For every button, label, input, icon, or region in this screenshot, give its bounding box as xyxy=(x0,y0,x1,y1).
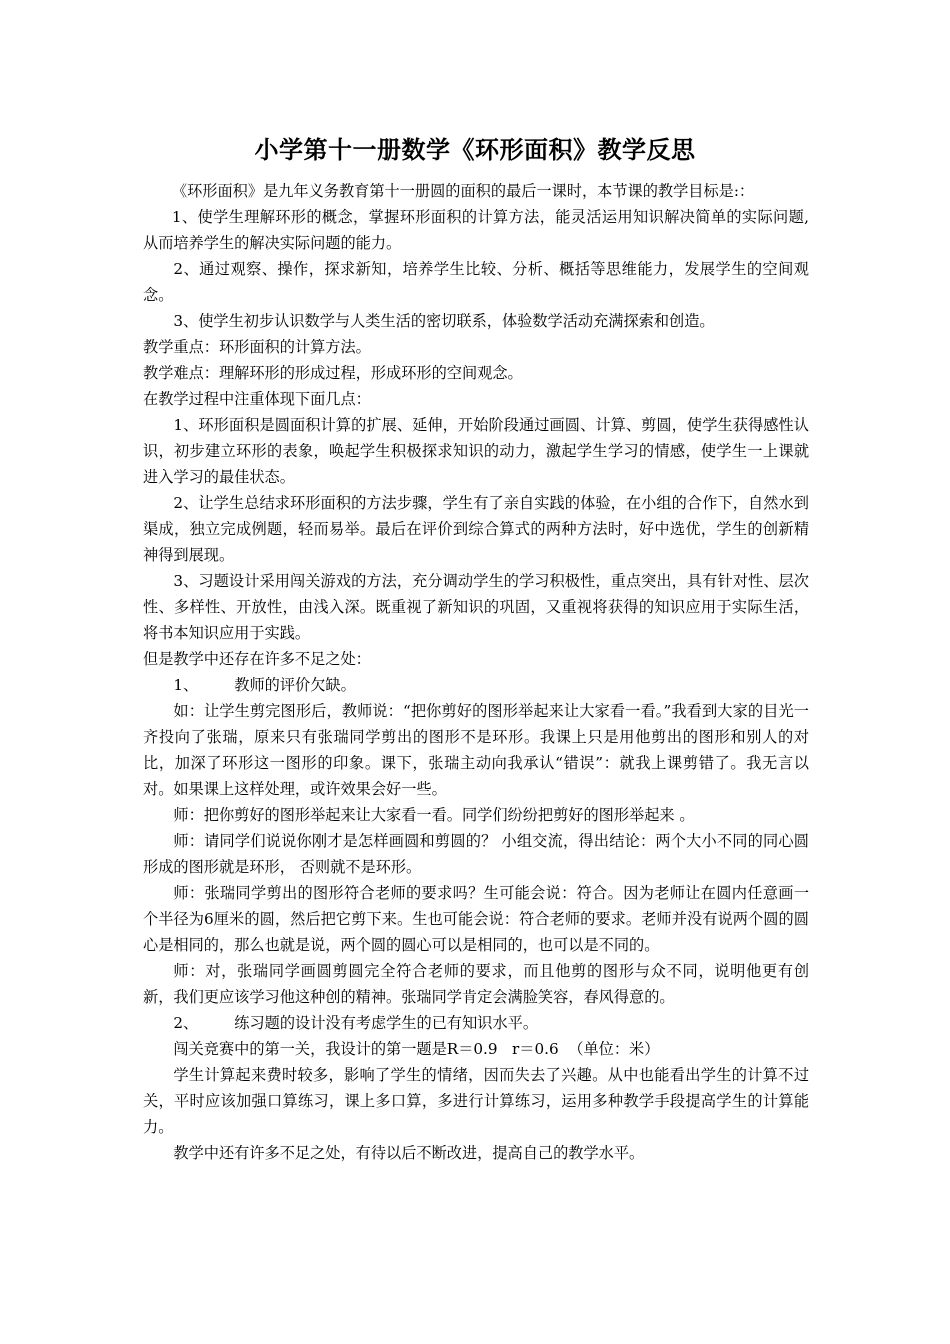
issue-1-number: 1、 xyxy=(173,676,199,694)
process-intro-line: 在教学过程中注重体现下面几点： xyxy=(143,390,371,408)
difficulty-line: 教学难点：理解环形的形成过程，形成环形的空间观念。 xyxy=(143,364,523,382)
analysis-paragraph: 学生计算起来费时较多，影响了学生的情绪，因而失去了兴趣。从中也能看出学生的计算不过关，平时应该加强口算练习，课上多口算，多进行计算练习，运用多种教学手段提高学生的计算能力。 xyxy=(143,1066,809,1136)
document-title: 小学第十一册数学《环形面积》教学反思 xyxy=(254,135,696,164)
dialog-1-paragraph: 师：把你剪好的图形举起来让大家看一看。同学们纷纷把剪好的图形举起来 。 xyxy=(173,806,695,824)
issue-1-heading xyxy=(143,672,809,698)
point-2-paragraph: 2、让学生总结求环形面积的方法步骤，学生有了亲自实践的体验，在小组的合作下，自然水到渠成，独立完成例题，轻而易举。最后在评价到综合算式的两种方法时，好中选优，学生的创新精神得到展现。 xyxy=(143,494,809,564)
goal-2-paragraph: 2、通过观察、操作，探求新知，培养学生比较、分析、概括等思维能力，发展学生的空间观念。 xyxy=(143,260,809,304)
issue-1-text: 教师的评价欠缺。 xyxy=(234,676,356,694)
document-body xyxy=(143,178,809,1166)
shortcomings-intro-line: 但是教学中还存在许多不足之处： xyxy=(143,650,371,668)
key-point-line: 教学重点：环形面积的计算方法。 xyxy=(143,338,371,356)
issue-2-heading xyxy=(143,1010,809,1036)
issue-2-text: 练习题的设计没有考虑学生的已有知识水平。 xyxy=(234,1014,538,1032)
conclusion-paragraph: 教学中还有许多不足之处，有待以后不断改进，提高自己的教学水平。 xyxy=(173,1144,645,1162)
point-3-paragraph: 3、习题设计采用闯关游戏的方法，充分调动学生的学习积极性，重点突出，具有针对性、层次性、多样性、开放性，由浅入深。既重视了新知识的巩固，又重视将获得的知识应用于实际生活，将书本知识应用于实践。 xyxy=(143,572,809,642)
contest-paragraph: 闯关竞赛中的第一关，我设计的第一题是R＝0.9 r＝0.6 （单位：米） xyxy=(173,1040,660,1058)
intro-paragraph: 《环形面积》是九年义务教育第十一册圆的面积的最后一课时，本节课的教学目标是:： xyxy=(171,182,755,200)
dialog-4-paragraph: 师：对，张瑞同学画圆剪圆完全符合老师的要求，而且他剪的图形与众不同，说明他更有创新，我们更应该学习他这种创的精神。张瑞同学肯定会满脸笑容，春风得意的。 xyxy=(143,962,809,1006)
goal-1-paragraph: 1、使学生理解环形的概念，掌握环形面积的计算方法，能灵活运用知识解决简单的实际问题,从而培养学生的解决实际问题的能力。 xyxy=(143,208,809,252)
dialog-3-paragraph: 师：张瑞同学剪出的图形符合老师的要求吗？生可能会说：符合。因为老师让在圆内任意画一个半径为6厘米的圆，然后把它剪下来。生也可能会说：符合老师的要求。老师并没有说两个圆的圆心是相同的，那么也就是说，两个圆的圆心可以是相同的，也可以是不同的。 xyxy=(143,884,809,954)
example-paragraph: 如：让学生剪完图形后，教师说：“把你剪好的图形举起来让大家看一看。”我看到大家的目光一齐投向了张瑞，原来只有张瑞同学剪出的图形不是环形。我课上只是用他剪出的图形和别人的对比，加深了环形这一图形的印象。课下，张瑞主动向我承认“错误”：就我上课剪错了。我无言以对。如果课上这样处理，或许效果会好一些。 xyxy=(143,702,809,798)
goal-3-paragraph: 3、使学生初步认识数学与人类生活的密切联系，体验数学活动充满探索和创造。 xyxy=(173,312,715,330)
point-1-paragraph: 1、环形面积是圆面积计算的扩展、延伸，开始阶段通过画圆、计算、剪圆，使学生获得感性认识，初步建立环形的表象，唤起学生积极探求知识的动力，激起学生学习的情感，使学生一上课就进入学习的最佳状态。 xyxy=(143,416,809,486)
dialog-2-paragraph: 师：请同学们说说你刚才是怎样画圆和剪圆的？ 小组交流，得出结论：两个大小不同的同心圆形成的图形就是环形， 否则就不是环形。 xyxy=(143,832,809,876)
issue-2-number: 2、 xyxy=(173,1014,199,1032)
